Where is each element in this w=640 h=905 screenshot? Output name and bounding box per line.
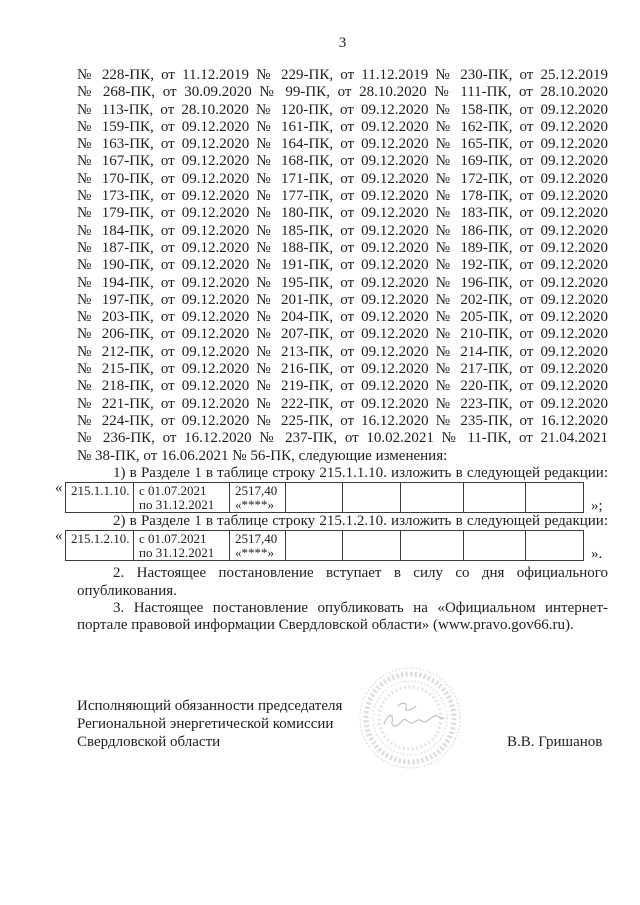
decree-reference-line: № 179-ПК, от 09.12.2020 № 180-ПК, от 09.12.2020 № 183-ПК, от 09.12.2020 [77,205,608,222]
decree-reference-line: № 236-ПК, от 16.12.2020 № 237-ПК, от 10.02.2021 № 11-ПК, от 21.04.2021 [77,430,608,447]
amendment-1-text: 1) в Разделе 1 в таблице строку 215.1.1.10. изложить в следующей редакции: [113,464,608,481]
page-number: 3 [338,35,347,51]
amendment-1-table-row [55,480,608,515]
decree-reference-line: № 228-ПК, от 11.12.2019 № 229-ПК, от 11.12.2019 № 230-ПК, от 25.12.2019 [77,67,608,83]
empty-cell [401,531,464,561]
row-value-note: «****» [235,545,274,561]
table-row [66,531,584,561]
signatory-position-line: Свердловской области [77,733,221,750]
decree-reference-list [77,67,608,465]
signatory-position [77,698,377,751]
decree-reference-line: № 206-ПК, от 09.12.2020 № 207-ПК, от 09.12.2020 № 210-ПК, от 09.12.2020 [77,326,608,343]
handwritten-signature [384,703,444,726]
row-value: 2517,40 [235,483,278,499]
row-code-cell [66,531,134,561]
decree-reference-line: № 268-ПК, от 30.09.2020 № 99-ПК, от 28.10.2020 № 111-ПК, от 28.10.2020 [77,84,608,101]
row-period-cell [134,531,230,561]
row-value-cell [230,483,286,513]
signatory-position-line: Региональной энергетической комиссии [77,715,334,732]
tariff-table-row [65,530,584,561]
decree-reference-line: № 224-ПК, от 09.12.2020 № 225-ПК, от 16.12.2020 № 235-ПК, от 16.12.2020 [77,412,608,429]
decree-reference-line: № 212-ПК, от 09.12.2020 № 213-ПК, от 09.12.2020 № 214-ПК, от 09.12.2020 [77,343,608,360]
decree-reference-line: № 170-ПК, от 09.12.2020 № 171-ПК, от 09.12.2020 № 172-ПК, от 09.12.2020 [77,170,608,187]
empty-cell [464,531,526,561]
empty-cell [286,531,343,561]
empty-cell [526,483,584,513]
decree-reference-line: № 203-ПК, от 09.12.2020 № 204-ПК, от 09.12.2020 № 205-ПК, от 09.12.2020 [77,309,608,326]
decree-reference-line: № 184-ПК, от 09.12.2020 № 185-ПК, от 09.12.2020 № 186-ПК, от 09.12.2020 [77,222,608,239]
period-to: по 31.12.2021 [139,545,215,561]
paragraph-3-line: 3. Настоящее постановление опубликовать на «Официальном интернет- [113,600,608,617]
decree-reference-line: № 215-ПК, от 09.12.2020 № 216-ПК, от 09.12.2020 № 217-ПК, от 09.12.2020 [77,361,608,378]
closing-quote: »; [591,498,603,515]
decree-reference-line: № 38-ПК, от 16.06.2021 № 56-ПК, следующие изменения: [77,447,448,464]
decree-reference-line: № 113-ПК, от 28.10.2020 № 120-ПК, от 09.12.2020 № 158-ПК, от 09.12.2020 [77,101,608,118]
paragraph-2-line: 2. Настоящее постановление вступает в силу со дня официального [113,565,608,582]
empty-cell [464,483,526,513]
tariff-table-row [65,482,584,513]
signatory-position-line: Исполняющий обязанности председателя [77,698,343,714]
decree-reference-line: № 167-ПК, от 09.12.2020 № 168-ПК, от 09.12.2020 № 169-ПК, от 09.12.2020 [77,153,608,170]
amendment-2-table-row [55,528,608,563]
empty-cell [286,483,343,513]
decree-reference-line: № 187-ПК, от 09.12.2020 № 188-ПК, от 09.12.2020 № 189-ПК, от 09.12.2020 [77,239,608,256]
document-body [55,67,608,635]
row-value-cell [230,531,286,561]
row-code: 215.1.2.10. [71,531,130,547]
official-seal [358,666,462,770]
empty-cell [343,483,401,513]
amendment-2-text: 2) в Разделе 1 в таблице строку 215.1.2.10. изложить в следующей редакции: [113,513,608,530]
decree-reference-line: № 159-ПК, от 09.12.2020 № 161-ПК, от 09.12.2020 № 162-ПК, от 09.12.2020 [77,118,608,135]
row-code: 215.1.1.10. [71,483,130,499]
empty-cell [526,531,584,561]
decree-reference-line: № 197-ПК, от 09.12.2020 № 201-ПК, от 09.12.2020 № 202-ПК, от 09.12.2020 [77,291,608,308]
closing-quote: ». [591,546,603,563]
decree-reference-line: № 218-ПК, от 09.12.2020 № 219-ПК, от 09.12.2020 № 220-ПК, от 09.12.2020 [77,378,608,395]
decree-reference-line: № 173-ПК, от 09.12.2020 № 177-ПК, от 09.12.2020 № 178-ПК, от 09.12.2020 [77,188,608,205]
empty-cell [401,483,464,513]
opening-quote: « [55,528,63,545]
row-period-cell [134,483,230,513]
decree-reference-line: № 221-ПК, от 09.12.2020 № 222-ПК, от 09.12.2020 № 223-ПК, от 09.12.2020 [77,395,608,412]
row-value: 2517,40 [235,531,278,547]
period-from: с 01.07.2021 [139,483,207,499]
paragraph-3-line: портале правовой информации Свердловской области» (www.pravo.gov66.ru). [77,617,574,634]
opening-quote: « [55,480,63,497]
row-value-note: «****» [235,497,274,513]
period-to: по 31.12.2021 [139,497,215,513]
table-row [66,483,584,513]
empty-cell [343,531,401,561]
period-from: с 01.07.2021 [139,531,207,547]
decree-reference-line: № 163-ПК, от 09.12.2020 № 164-ПК, от 09.12.2020 № 165-ПК, от 09.12.2020 [77,136,608,153]
row-code-cell [66,483,134,513]
signatory-name: В.В. Гришанов [507,734,603,750]
decree-reference-line: № 190-ПК, от 09.12.2020 № 191-ПК, от 09.12.2020 № 192-ПК, от 09.12.2020 [77,257,608,274]
decree-reference-line: № 194-ПК, от 09.12.2020 № 195-ПК, от 09.12.2020 № 196-ПК, от 09.12.2020 [77,274,608,291]
paragraph-2-line: опубликования. [77,582,177,599]
